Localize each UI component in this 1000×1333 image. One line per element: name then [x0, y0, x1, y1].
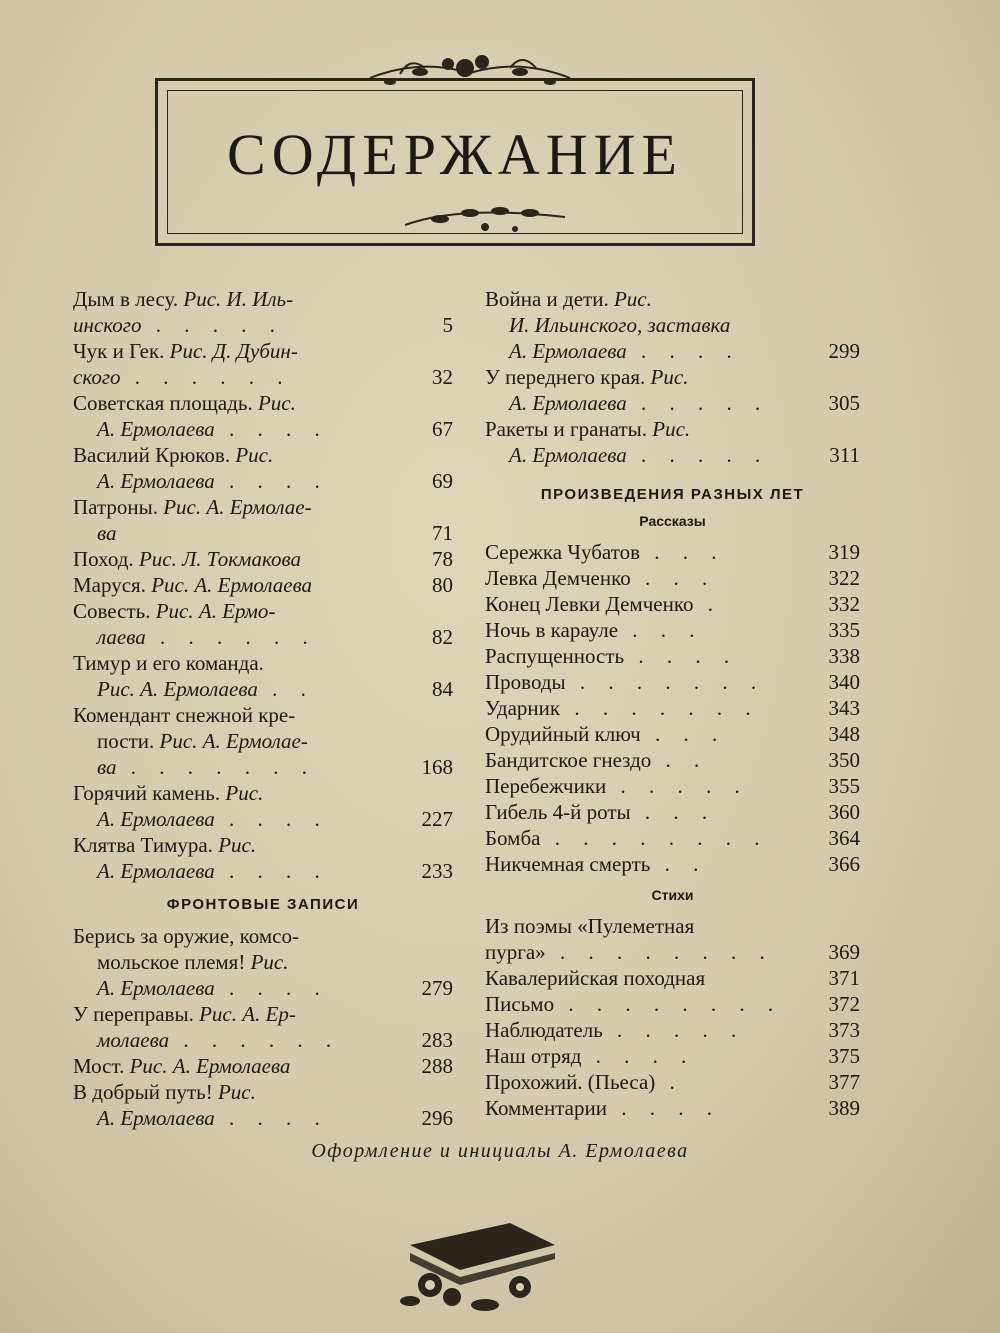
toc-entry-illustrator: молаева — [97, 1028, 170, 1052]
toc-entry-illustrator: Рис. — [257, 391, 296, 415]
toc-entry-line — [73, 975, 403, 1001]
toc-entry — [485, 747, 860, 773]
page-number: 296 — [421, 1106, 453, 1130]
toc-entry-text — [73, 390, 403, 442]
toc-entry-text — [73, 1001, 403, 1053]
dot-leader: . . . — [640, 722, 727, 746]
toc-entry-illustrator: Рис. А. Ер- — [199, 1002, 296, 1026]
dot-leader: . . . . . . — [120, 365, 292, 389]
page-number: 168 — [421, 755, 453, 779]
toc-entry-line — [73, 1027, 403, 1053]
dot-leader: . . . — [630, 566, 717, 590]
toc-entry — [485, 669, 860, 695]
toc-entry-title: Поход. — [73, 547, 139, 571]
toc-entry-title: Никчемная смерть — [485, 852, 651, 876]
toc-entry-line — [73, 780, 403, 806]
toc-entry-line — [485, 913, 810, 939]
page-number: 343 — [828, 696, 860, 720]
toc-entry-line — [73, 949, 403, 975]
toc-entry-title: Василий Крюков. — [73, 443, 236, 467]
toc-entry-title: Левка Демченко — [485, 566, 631, 590]
toc-entry — [73, 1001, 453, 1053]
frame-floral-ornament — [400, 195, 570, 245]
page-number: 322 — [828, 566, 860, 590]
toc-entry-title: пурга» — [485, 940, 546, 964]
page-number: 335 — [828, 618, 860, 642]
toc-entry — [485, 913, 860, 965]
toc-entry-text — [485, 565, 810, 591]
toc-entry-line — [73, 702, 403, 728]
dot-leader: . . . . . . . . — [540, 826, 769, 850]
toc-entry-line — [73, 416, 403, 442]
toc-entry-title: Бомба — [485, 826, 541, 850]
toc-entry-title: Перебежчики — [485, 774, 607, 798]
toc-entry-text — [485, 416, 810, 468]
toc-entry-text — [485, 591, 810, 617]
toc-entry-title: Клятва Тимура. — [73, 833, 219, 857]
toc-entry-title: Из поэмы «Пулеметная — [485, 914, 695, 938]
page-number: 373 — [828, 1018, 860, 1042]
toc-entry-title: Ударник — [485, 696, 561, 720]
toc-entry-text — [485, 913, 810, 965]
toc-entry-title: Горячий камень. — [73, 781, 226, 805]
toc-entry-line — [73, 728, 403, 754]
page-number: 319 — [828, 540, 860, 564]
toc-entry-text — [485, 695, 810, 721]
toc-entry — [485, 643, 860, 669]
dot-leader: . . . . . . . . — [554, 992, 783, 1016]
toc-entry-text — [485, 1095, 810, 1121]
toc-entry-illustrator: Рис. Д. Дубин- — [169, 339, 298, 363]
toc-entry-line — [485, 364, 810, 390]
toc-entry-title: Ночь в карауле — [485, 618, 619, 642]
toc-entry-title: мольское племя! — [97, 950, 251, 974]
toc-entry — [485, 851, 860, 877]
toc-entry — [73, 702, 453, 780]
toc-entry-illustrator: А. Ермолаева — [97, 807, 215, 831]
dot-leader: . . . — [618, 618, 704, 642]
dot-leader: . . . . . — [141, 313, 284, 337]
toc-entry-line — [73, 858, 403, 884]
toc-entry-title: Сережка Чубатов — [485, 540, 641, 564]
toc-entry-line — [73, 832, 403, 858]
toc-entry-text — [485, 965, 810, 991]
dot-leader: . . . . — [626, 339, 741, 363]
design-credit-text: Оформление и инициалы — [311, 1140, 559, 1162]
toc-entry-illustrator: Рис. — [652, 417, 691, 441]
page-number: 377 — [828, 1070, 860, 1094]
page-number: 5 — [442, 313, 453, 337]
toc-entry-illustrator: Рис. А. Ермо- — [155, 599, 276, 623]
toc-entry — [73, 1053, 453, 1079]
toc-entry-text — [485, 617, 810, 643]
toc-entry-illustrator: лаева — [97, 625, 146, 649]
toc-entry — [73, 494, 453, 546]
toc-entry-text — [73, 1053, 403, 1079]
toc-entry-title: пости. — [97, 729, 160, 753]
toc-entry — [485, 1043, 860, 1069]
toc-entry-line — [485, 416, 810, 442]
page-number: 283 — [421, 1028, 453, 1052]
toc-entry-illustrator: ского — [73, 365, 121, 389]
toc-entry-title: Наблюдатель — [485, 1018, 603, 1042]
page-number: 78 — [432, 547, 453, 571]
page-number: 311 — [829, 443, 860, 467]
toc-entry-text — [485, 825, 810, 851]
toc-entry — [485, 799, 860, 825]
dot-leader: . . . . . — [602, 1018, 746, 1042]
toc-entry-text — [485, 799, 810, 825]
dot-leader: . . . . . — [606, 774, 749, 798]
toc-entry-line — [73, 1079, 403, 1105]
toc-entry-illustrator: Рис. Л. Токмакова — [138, 547, 301, 571]
toc-entry-text — [485, 1069, 810, 1095]
toc-entry-line — [73, 442, 403, 468]
dot-leader: . — [693, 592, 722, 616]
page-number: 71 — [432, 521, 453, 545]
toc-entry-title: Комендант снежной кре- — [73, 703, 296, 727]
toc-entry-title: Прохожий. (Пьеса) — [485, 1070, 656, 1094]
toc-entry-text — [485, 1043, 810, 1069]
page-number: 360 — [828, 800, 860, 824]
toc-entry-line — [73, 754, 403, 780]
toc-entry-illustrator: А. Ермолаева — [97, 417, 215, 441]
page-number: 366 — [828, 852, 860, 876]
subsection-heading-poems: Стихи — [651, 887, 694, 903]
dot-leader: . . . . — [214, 807, 329, 831]
toc-entry — [73, 923, 453, 1001]
toc-entry-illustrator: Рис. — [613, 287, 652, 311]
toc-entry-title: Чук и Гек. — [73, 339, 170, 363]
toc-entry-line — [485, 390, 810, 416]
page-number: 279 — [421, 976, 453, 1000]
page-number: 375 — [828, 1044, 860, 1068]
page-number: 84 — [432, 677, 453, 701]
page-number: 233 — [421, 859, 453, 883]
toc-entry-illustrator: инского — [73, 313, 142, 337]
toc-entry-title: Конец Левки Демченко — [485, 592, 694, 616]
toc-entry-title: В добрый путь! — [73, 1080, 218, 1104]
design-credit-name: А. Ермолаева — [558, 1140, 689, 1162]
toc-entry-text — [485, 1017, 810, 1043]
toc-entry-illustrator: Рис. — [217, 1080, 256, 1104]
toc-entry-illustrator: А. Ермолаева — [97, 1106, 215, 1130]
dot-leader: . . — [651, 748, 709, 772]
toc-entry-title: Наш отряд — [485, 1044, 582, 1068]
toc-entry-title: Совесть. — [73, 599, 156, 623]
dot-leader: . . — [650, 852, 708, 876]
toc-entry — [73, 650, 453, 702]
page-number: 389 — [828, 1096, 860, 1120]
toc-entry-illustrator: А. Ермолаева — [509, 391, 627, 415]
toc-entry-text — [73, 442, 403, 494]
toc-entry-line — [73, 338, 403, 364]
toc-entry — [485, 617, 860, 643]
toc-entry-illustrator: А. Ермолаева — [509, 339, 627, 363]
toc-entry-title: Ракеты и гранаты. — [485, 417, 653, 441]
toc-entry — [73, 390, 453, 442]
toc-entry-title: У переправы. — [73, 1002, 200, 1026]
page-number: 32 — [432, 365, 453, 389]
toc-entry-text — [73, 1079, 403, 1131]
toc-entry-illustrator: ва — [97, 755, 117, 779]
toc-entry-title: Кавалерийская походная — [485, 966, 706, 990]
toc-entry-line — [73, 468, 403, 494]
page-number: 355 — [828, 774, 860, 798]
toc-entry-text — [485, 747, 810, 773]
toc-entry-title: Проводы — [485, 670, 566, 694]
toc-entry-text — [73, 546, 403, 572]
toc-entry-title: Мост. — [73, 1054, 130, 1078]
toc-entry — [485, 825, 860, 851]
page-number: 82 — [432, 625, 453, 649]
toc-entry-text — [73, 598, 403, 650]
toc-entry-title: Война и дети. — [485, 287, 614, 311]
toc-entry-line — [73, 676, 403, 702]
toc-entry — [73, 598, 453, 650]
bottom-book-ornament — [390, 1205, 570, 1315]
dot-leader: . . . . . . . . — [545, 940, 774, 964]
toc-entry — [485, 286, 860, 364]
toc-entry — [485, 565, 860, 591]
dot-leader: . . . . . . . — [560, 696, 760, 720]
dot-leader: . . . . — [624, 644, 739, 668]
toc-entry — [485, 773, 860, 799]
toc-entry-title: Распущенность — [485, 644, 625, 668]
toc-entry-text — [73, 286, 403, 338]
page-number: 299 — [828, 339, 860, 363]
dot-leader: . — [655, 1070, 684, 1094]
toc-entry — [485, 364, 860, 416]
toc-entry-illustrator: Рис. А. Ермолае- — [163, 495, 312, 519]
toc-entry — [73, 286, 453, 338]
page-number: 332 — [828, 592, 860, 616]
page-number: 371 — [828, 966, 860, 990]
toc-entry — [73, 1079, 453, 1131]
toc-entry-text — [485, 721, 810, 747]
dot-leader: . . . . — [214, 1106, 329, 1130]
toc-entry-text — [485, 669, 810, 695]
dot-leader: . . . — [640, 540, 726, 564]
toc-entry-line — [73, 624, 403, 650]
toc-entry — [485, 965, 860, 991]
toc-entry — [73, 832, 453, 884]
toc-entry-text — [485, 991, 810, 1017]
toc-entry — [485, 1095, 860, 1121]
toc-entry — [73, 338, 453, 390]
toc-entry-illustrator: Рис. А. Ермолае- — [159, 729, 308, 753]
toc-entry-line — [485, 338, 810, 364]
toc-entry-text — [73, 780, 403, 832]
toc-entry-line — [73, 806, 403, 832]
toc-entry-illustrator: Рис. — [650, 365, 689, 389]
page-number: 67 — [432, 417, 453, 441]
toc-entry — [73, 572, 453, 598]
toc-entry-line — [73, 1001, 403, 1027]
toc-entry-line — [485, 286, 810, 312]
toc-entry-text — [73, 338, 403, 390]
toc-entry-text — [73, 923, 403, 1001]
toc-entry-illustrator: Рис. А. Ермолаева — [97, 677, 258, 701]
toc-entry-line — [73, 312, 403, 338]
toc-entry-title: У переднего края. — [485, 365, 651, 389]
page-number: 350 — [828, 748, 860, 772]
toc-entry-text — [73, 494, 403, 546]
toc-entry-illustrator: Рис. — [218, 833, 257, 857]
toc-entry-text — [73, 572, 403, 598]
toc-entry-line — [73, 1053, 403, 1079]
section-heading-various-years: ПРОИЗВЕДЕНИЯ РАЗНЫХ ЛЕТ — [540, 486, 805, 503]
toc-entry-illustrator: А. Ермолаева — [97, 469, 215, 493]
toc-entry-line — [73, 650, 403, 676]
toc-entry-illustrator: ва — [97, 521, 117, 545]
toc-entry-line — [73, 286, 403, 312]
page-number: 305 — [828, 391, 860, 415]
toc-entry-text — [73, 650, 403, 702]
toc-entry-text — [485, 539, 810, 565]
dot-leader: . . — [257, 677, 315, 701]
page-number: 372 — [828, 992, 860, 1016]
page-number: 364 — [828, 826, 860, 850]
toc-entry-line — [73, 364, 403, 390]
toc-entry-line — [73, 598, 403, 624]
toc-entry — [485, 1069, 860, 1095]
page-number: 227 — [421, 807, 453, 831]
toc-entry-illustrator: А. Ермолаева — [509, 443, 627, 467]
toc-entry-title: Дым в лесу. — [73, 287, 184, 311]
toc-entry — [485, 591, 860, 617]
toc-entry-title: Советская площадь. — [73, 391, 258, 415]
toc-entry — [485, 695, 860, 721]
toc-entry-line — [485, 442, 810, 468]
toc-entry-line — [73, 546, 403, 572]
dot-leader: . . . . . . . — [565, 670, 766, 694]
page-number: 348 — [828, 722, 860, 746]
toc-entry-title: Маруся. — [73, 573, 152, 597]
page-number: 369 — [828, 940, 860, 964]
toc-entry-title: Комментарии — [485, 1096, 607, 1120]
dot-leader: . . . . — [606, 1096, 721, 1120]
toc-entry-line — [73, 572, 403, 598]
toc-entry-title: Тимур и его команда. — [73, 651, 264, 675]
toc-entry-title: Гибель 4-й роты — [485, 800, 631, 824]
toc-entry-line — [73, 390, 403, 416]
toc-entry-title: Берись за оружие, комсо- — [73, 924, 299, 948]
subsection-heading-stories: Рассказы — [639, 513, 706, 529]
toc-entry-illustrator: Рис. А. Ермолаева — [129, 1054, 291, 1078]
toc-entry-illustrator: А. Ермолаева — [97, 976, 215, 1000]
toc-entry — [485, 539, 860, 565]
toc-entry-illustrator: Рис. А. Ермолаева — [151, 573, 313, 597]
dot-leader: . . . . . — [626, 443, 770, 467]
dot-leader: . . . . . . — [145, 625, 317, 649]
design-credit — [0, 1140, 1000, 1163]
toc-entry-title: Письмо — [485, 992, 555, 1016]
toc-entry-illustrator: И. Ильинского, заставка — [509, 313, 731, 337]
toc-entry — [73, 546, 453, 572]
toc-entry-line — [485, 312, 810, 338]
toc-entry-illustrator: Рис. — [225, 781, 264, 805]
page-number: 338 — [828, 644, 860, 668]
dot-leader: . . . . — [214, 859, 329, 883]
dot-leader: . . . . — [581, 1044, 696, 1068]
dot-leader: . . . . — [214, 976, 329, 1000]
dot-leader: . . . . . — [626, 391, 770, 415]
toc-entry-title: Патроны. — [73, 495, 164, 519]
toc-entry — [485, 1017, 860, 1043]
toc-entry-line — [73, 1105, 403, 1131]
toc-entry-text — [485, 773, 810, 799]
toc-entry — [73, 780, 453, 832]
dot-leader: . . . . . . — [169, 1028, 341, 1052]
dot-leader: . . . . — [214, 417, 329, 441]
toc-entry — [485, 416, 860, 468]
dot-leader: . . . . . . . — [116, 755, 316, 779]
page-number: 288 — [421, 1054, 453, 1078]
toc-entry-illustrator: Рис. И. Иль- — [183, 287, 294, 311]
toc-entry — [485, 721, 860, 747]
toc-entry-text — [485, 364, 810, 416]
toc-entry-line — [73, 923, 403, 949]
page-number: 80 — [432, 573, 453, 597]
toc-entry-line — [73, 520, 403, 546]
toc-entry-text — [73, 702, 403, 780]
toc-entry-line — [485, 939, 810, 965]
toc-entry-illustrator: Рис. — [235, 443, 274, 467]
toc-entry — [73, 442, 453, 494]
toc-entry-title: Орудийный ключ — [485, 722, 641, 746]
toc-entry-illustrator: Рис. — [250, 950, 289, 974]
toc-entry-title: Бандитское гнездо — [485, 748, 652, 772]
dot-leader: . . . — [630, 800, 717, 824]
toc-entry — [485, 991, 860, 1017]
toc-entry-text — [485, 643, 810, 669]
toc-entry-illustrator: А. Ермолаева — [97, 859, 215, 883]
toc-left-column — [73, 286, 453, 1131]
page-number: 340 — [828, 670, 860, 694]
toc-entry-text — [485, 851, 810, 877]
toc-entry-line — [73, 494, 403, 520]
toc-entry-text — [485, 286, 810, 364]
toc-right-column — [485, 286, 860, 1121]
dot-leader: . . . . — [214, 469, 329, 493]
section-heading-front-notes: ФРОНТОВЫЕ ЗАПИСИ — [166, 896, 360, 913]
page-number: 69 — [432, 469, 453, 493]
page-title: СОДЕРЖАНИЕ — [227, 122, 683, 187]
toc-entry-text — [73, 832, 403, 884]
